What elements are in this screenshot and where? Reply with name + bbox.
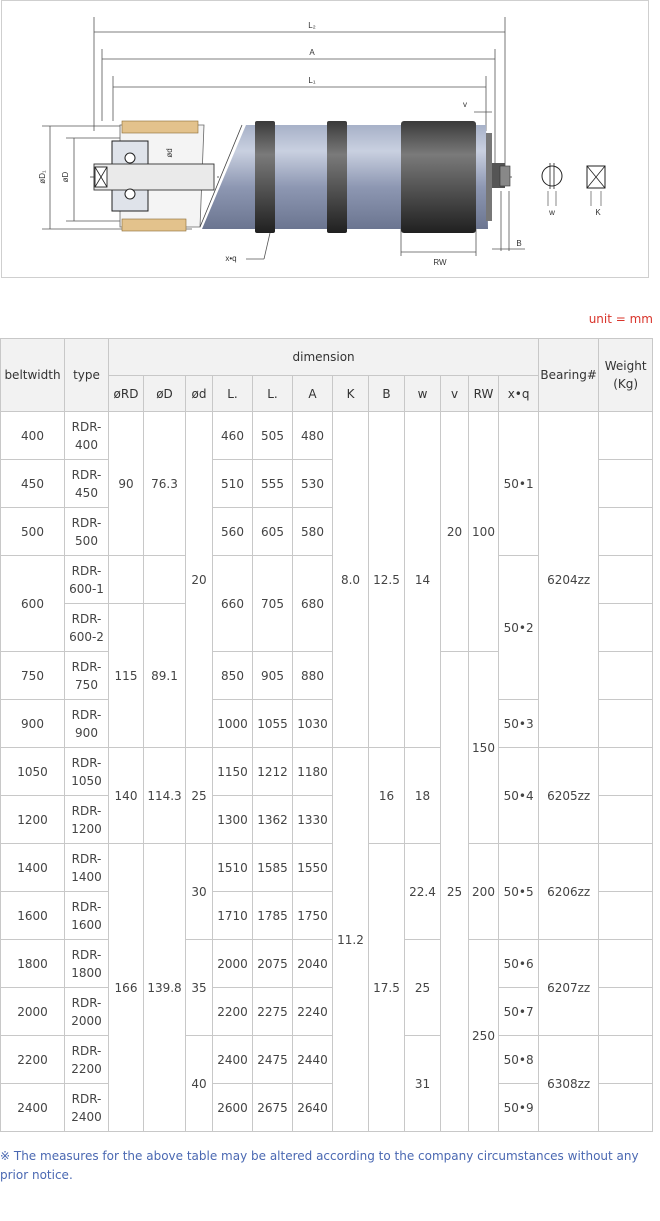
- cell-xq: 50•4: [499, 748, 539, 844]
- cell-l1: 2000: [213, 940, 253, 988]
- cell-d: [144, 556, 186, 604]
- cell-l1: 2200: [213, 988, 253, 1036]
- cell-weight: [599, 940, 653, 988]
- cell-beltwidth: 1800: [1, 940, 65, 988]
- cell-rd: [109, 556, 144, 604]
- cell-k: 11.2: [333, 748, 369, 1132]
- cell-a: 2440: [293, 1036, 333, 1084]
- cell-k: 8.0: [333, 412, 369, 748]
- roller-drawing: [1, 0, 649, 278]
- label-phi-d1: øD₁: [38, 170, 47, 184]
- cell-beltwidth: 750: [1, 652, 65, 700]
- cell-l2: 2475: [253, 1036, 293, 1084]
- table-row: [1, 1036, 653, 1084]
- cell-weight: [599, 604, 653, 652]
- cell-shaft-d: 30: [186, 844, 213, 940]
- cell-bearing: 6207zz: [539, 940, 599, 1036]
- cell-l1: 660: [213, 556, 253, 652]
- header-v: v: [441, 376, 469, 412]
- cell-rd: 90: [109, 412, 144, 556]
- cell-weight: [599, 844, 653, 892]
- cell-l2: 1585: [253, 844, 293, 892]
- label-xq: x•q: [225, 254, 237, 263]
- roller-diagram-svg: [2, 1, 650, 279]
- header-w: w: [405, 376, 441, 412]
- cell-xq: 50•7: [499, 988, 539, 1036]
- cell-a: 1550: [293, 844, 333, 892]
- cell-rw: 100: [469, 412, 499, 652]
- cell-l1: 2600: [213, 1084, 253, 1132]
- cell-a: 580: [293, 508, 333, 556]
- cell-beltwidth: 1050: [1, 748, 65, 796]
- cell-type: RDR-1200: [65, 796, 109, 844]
- cell-l1: 1710: [213, 892, 253, 940]
- label-v: v: [463, 100, 467, 109]
- header-weight: Weight (Kg): [599, 339, 653, 412]
- cell-weight: [599, 892, 653, 940]
- cell-l2: 505: [253, 412, 293, 460]
- cell-type: RDR-450: [65, 460, 109, 508]
- header-rd: øRD: [109, 376, 144, 412]
- cell-a: 2640: [293, 1084, 333, 1132]
- cell-type: RDR-400: [65, 412, 109, 460]
- cell-type: RDR-2000: [65, 988, 109, 1036]
- cell-a: 2040: [293, 940, 333, 988]
- cell-a: 880: [293, 652, 333, 700]
- cell-beltwidth: 450: [1, 460, 65, 508]
- cell-weight: [599, 460, 653, 508]
- cell-bearing: 6204zz: [539, 412, 599, 748]
- cell-d: 76.3: [144, 412, 186, 556]
- cell-l2: 905: [253, 652, 293, 700]
- cell-type: RDR-500: [65, 508, 109, 556]
- cell-l1: 1000: [213, 700, 253, 748]
- label-a: A: [309, 48, 315, 57]
- header-l2: L.: [253, 376, 293, 412]
- cell-weight: [599, 988, 653, 1036]
- cell-beltwidth: 2000: [1, 988, 65, 1036]
- cell-l2: 605: [253, 508, 293, 556]
- header-bearing: Bearing#: [539, 339, 599, 412]
- label-w: w: [549, 208, 555, 217]
- cell-d: 89.1: [144, 604, 186, 748]
- table-row: [1, 412, 653, 460]
- table-row: [1, 748, 653, 796]
- cell-rw: 250: [469, 940, 499, 1132]
- cell-l2: 1055: [253, 700, 293, 748]
- cell-l1: 1150: [213, 748, 253, 796]
- cell-weight: [599, 508, 653, 556]
- cell-weight: [599, 412, 653, 460]
- cell-w: 18: [405, 748, 441, 844]
- table-row: [1, 940, 653, 988]
- cell-shaft-d: 40: [186, 1036, 213, 1132]
- cell-rd: 140: [109, 748, 144, 844]
- cell-l2: 1785: [253, 892, 293, 940]
- cell-w: 14: [405, 412, 441, 748]
- cell-a: 1330: [293, 796, 333, 844]
- label-l2: L₂: [308, 21, 316, 30]
- cell-beltwidth: 900: [1, 700, 65, 748]
- cell-d: 114.3: [144, 748, 186, 844]
- cell-l1: 2400: [213, 1036, 253, 1084]
- cell-type: RDR-2200: [65, 1036, 109, 1084]
- header-beltwidth: beltwidth: [1, 339, 65, 412]
- cell-bearing: 6206zz: [539, 844, 599, 940]
- cell-xq: 50•2: [499, 556, 539, 700]
- cell-xq: 50•9: [499, 1084, 539, 1132]
- cell-a: 1750: [293, 892, 333, 940]
- header-shaft-d: ød: [186, 376, 213, 412]
- cell-a: 1180: [293, 748, 333, 796]
- header-dimension: dimension: [109, 339, 539, 376]
- cell-type: RDR-1600: [65, 892, 109, 940]
- cell-l1: 1510: [213, 844, 253, 892]
- cell-type: RDR-600-1: [65, 556, 109, 604]
- cell-rd: 166: [109, 844, 144, 1132]
- cell-l2: 2275: [253, 988, 293, 1036]
- label-phi-small-d: ød: [165, 148, 174, 158]
- header-rw: RW: [469, 376, 499, 412]
- cell-l1: 510: [213, 460, 253, 508]
- cell-type: RDR-1400: [65, 844, 109, 892]
- cell-beltwidth: 2200: [1, 1036, 65, 1084]
- footnote: ※ The measures for the above table may be altered according to the company circumstances without any prior notice.: [0, 1149, 639, 1182]
- header-xq: x•q: [499, 376, 539, 412]
- cell-xq: 50•3: [499, 700, 539, 748]
- cell-weight: [599, 556, 653, 604]
- cell-l1: 460: [213, 412, 253, 460]
- cell-weight: [599, 748, 653, 796]
- spec-table: [0, 338, 653, 1132]
- table-row: [1, 844, 653, 892]
- cell-xq: 50•6: [499, 940, 539, 988]
- cell-a: 480: [293, 412, 333, 460]
- cell-l1: 560: [213, 508, 253, 556]
- cell-weight: [599, 796, 653, 844]
- header-a: A: [293, 376, 333, 412]
- cell-a: 1030: [293, 700, 333, 748]
- cell-l1: 850: [213, 652, 253, 700]
- cell-beltwidth: 2400: [1, 1084, 65, 1132]
- cell-beltwidth: 500: [1, 508, 65, 556]
- cell-l1: 1300: [213, 796, 253, 844]
- cell-l2: 2075: [253, 940, 293, 988]
- cell-xq: 50•8: [499, 1036, 539, 1084]
- label-b: B: [516, 239, 522, 248]
- cell-type: RDR-1050: [65, 748, 109, 796]
- cell-bearing: 6308zz: [539, 1036, 599, 1132]
- header-b: B: [369, 376, 405, 412]
- cell-type: RDR-750: [65, 652, 109, 700]
- label-phi-d: øD: [61, 171, 70, 183]
- label-k: K: [595, 208, 601, 217]
- cell-bearing: 6205zz: [539, 748, 599, 844]
- cell-b: 12.5: [369, 412, 405, 748]
- cell-weight: [599, 1036, 653, 1084]
- cell-d: 139.8: [144, 844, 186, 1132]
- cell-l2: 1362: [253, 796, 293, 844]
- cell-weight: [599, 652, 653, 700]
- cell-type: RDR-1800: [65, 940, 109, 988]
- cell-beltwidth: 1400: [1, 844, 65, 892]
- cell-a: 2240: [293, 988, 333, 1036]
- unit-note: unit = mm: [588, 312, 653, 326]
- cell-type: RDR-2400: [65, 1084, 109, 1132]
- header-k: K: [333, 376, 369, 412]
- cell-w: 22.4: [405, 844, 441, 940]
- cell-v: 25: [441, 652, 469, 1132]
- cell-xq: 50•1: [499, 412, 539, 556]
- cell-b: 17.5: [369, 844, 405, 1132]
- cell-beltwidth: 600: [1, 556, 65, 652]
- cell-beltwidth: 1200: [1, 796, 65, 844]
- cell-a: 680: [293, 556, 333, 652]
- cell-l2: 555: [253, 460, 293, 508]
- header-d: øD: [144, 376, 186, 412]
- cell-w: 31: [405, 1036, 441, 1132]
- cell-type: RDR-900: [65, 700, 109, 748]
- cell-rw: 150: [469, 652, 499, 844]
- cell-shaft-d: 35: [186, 940, 213, 1036]
- cell-weight: [599, 1084, 653, 1132]
- cell-a: 530: [293, 460, 333, 508]
- cell-l2: 1212: [253, 748, 293, 796]
- cell-rd: 115: [109, 604, 144, 748]
- cell-weight: [599, 700, 653, 748]
- cell-type: RDR-600-2: [65, 604, 109, 652]
- label-l1: L₁: [308, 76, 316, 85]
- cell-l2: 705: [253, 556, 293, 652]
- header-l1: L.: [213, 376, 253, 412]
- cell-beltwidth: 1600: [1, 892, 65, 940]
- cell-l2: 2675: [253, 1084, 293, 1132]
- cell-shaft-d: 20: [186, 412, 213, 748]
- cell-b: 16: [369, 748, 405, 844]
- cell-rw: 200: [469, 844, 499, 940]
- cell-xq: 50•5: [499, 844, 539, 940]
- cell-beltwidth: 400: [1, 412, 65, 460]
- cell-shaft-d: 25: [186, 748, 213, 844]
- cell-w: 25: [405, 940, 441, 1036]
- header-type: type: [65, 339, 109, 412]
- cell-v: 20: [441, 412, 469, 652]
- label-rw: RW: [433, 258, 447, 267]
